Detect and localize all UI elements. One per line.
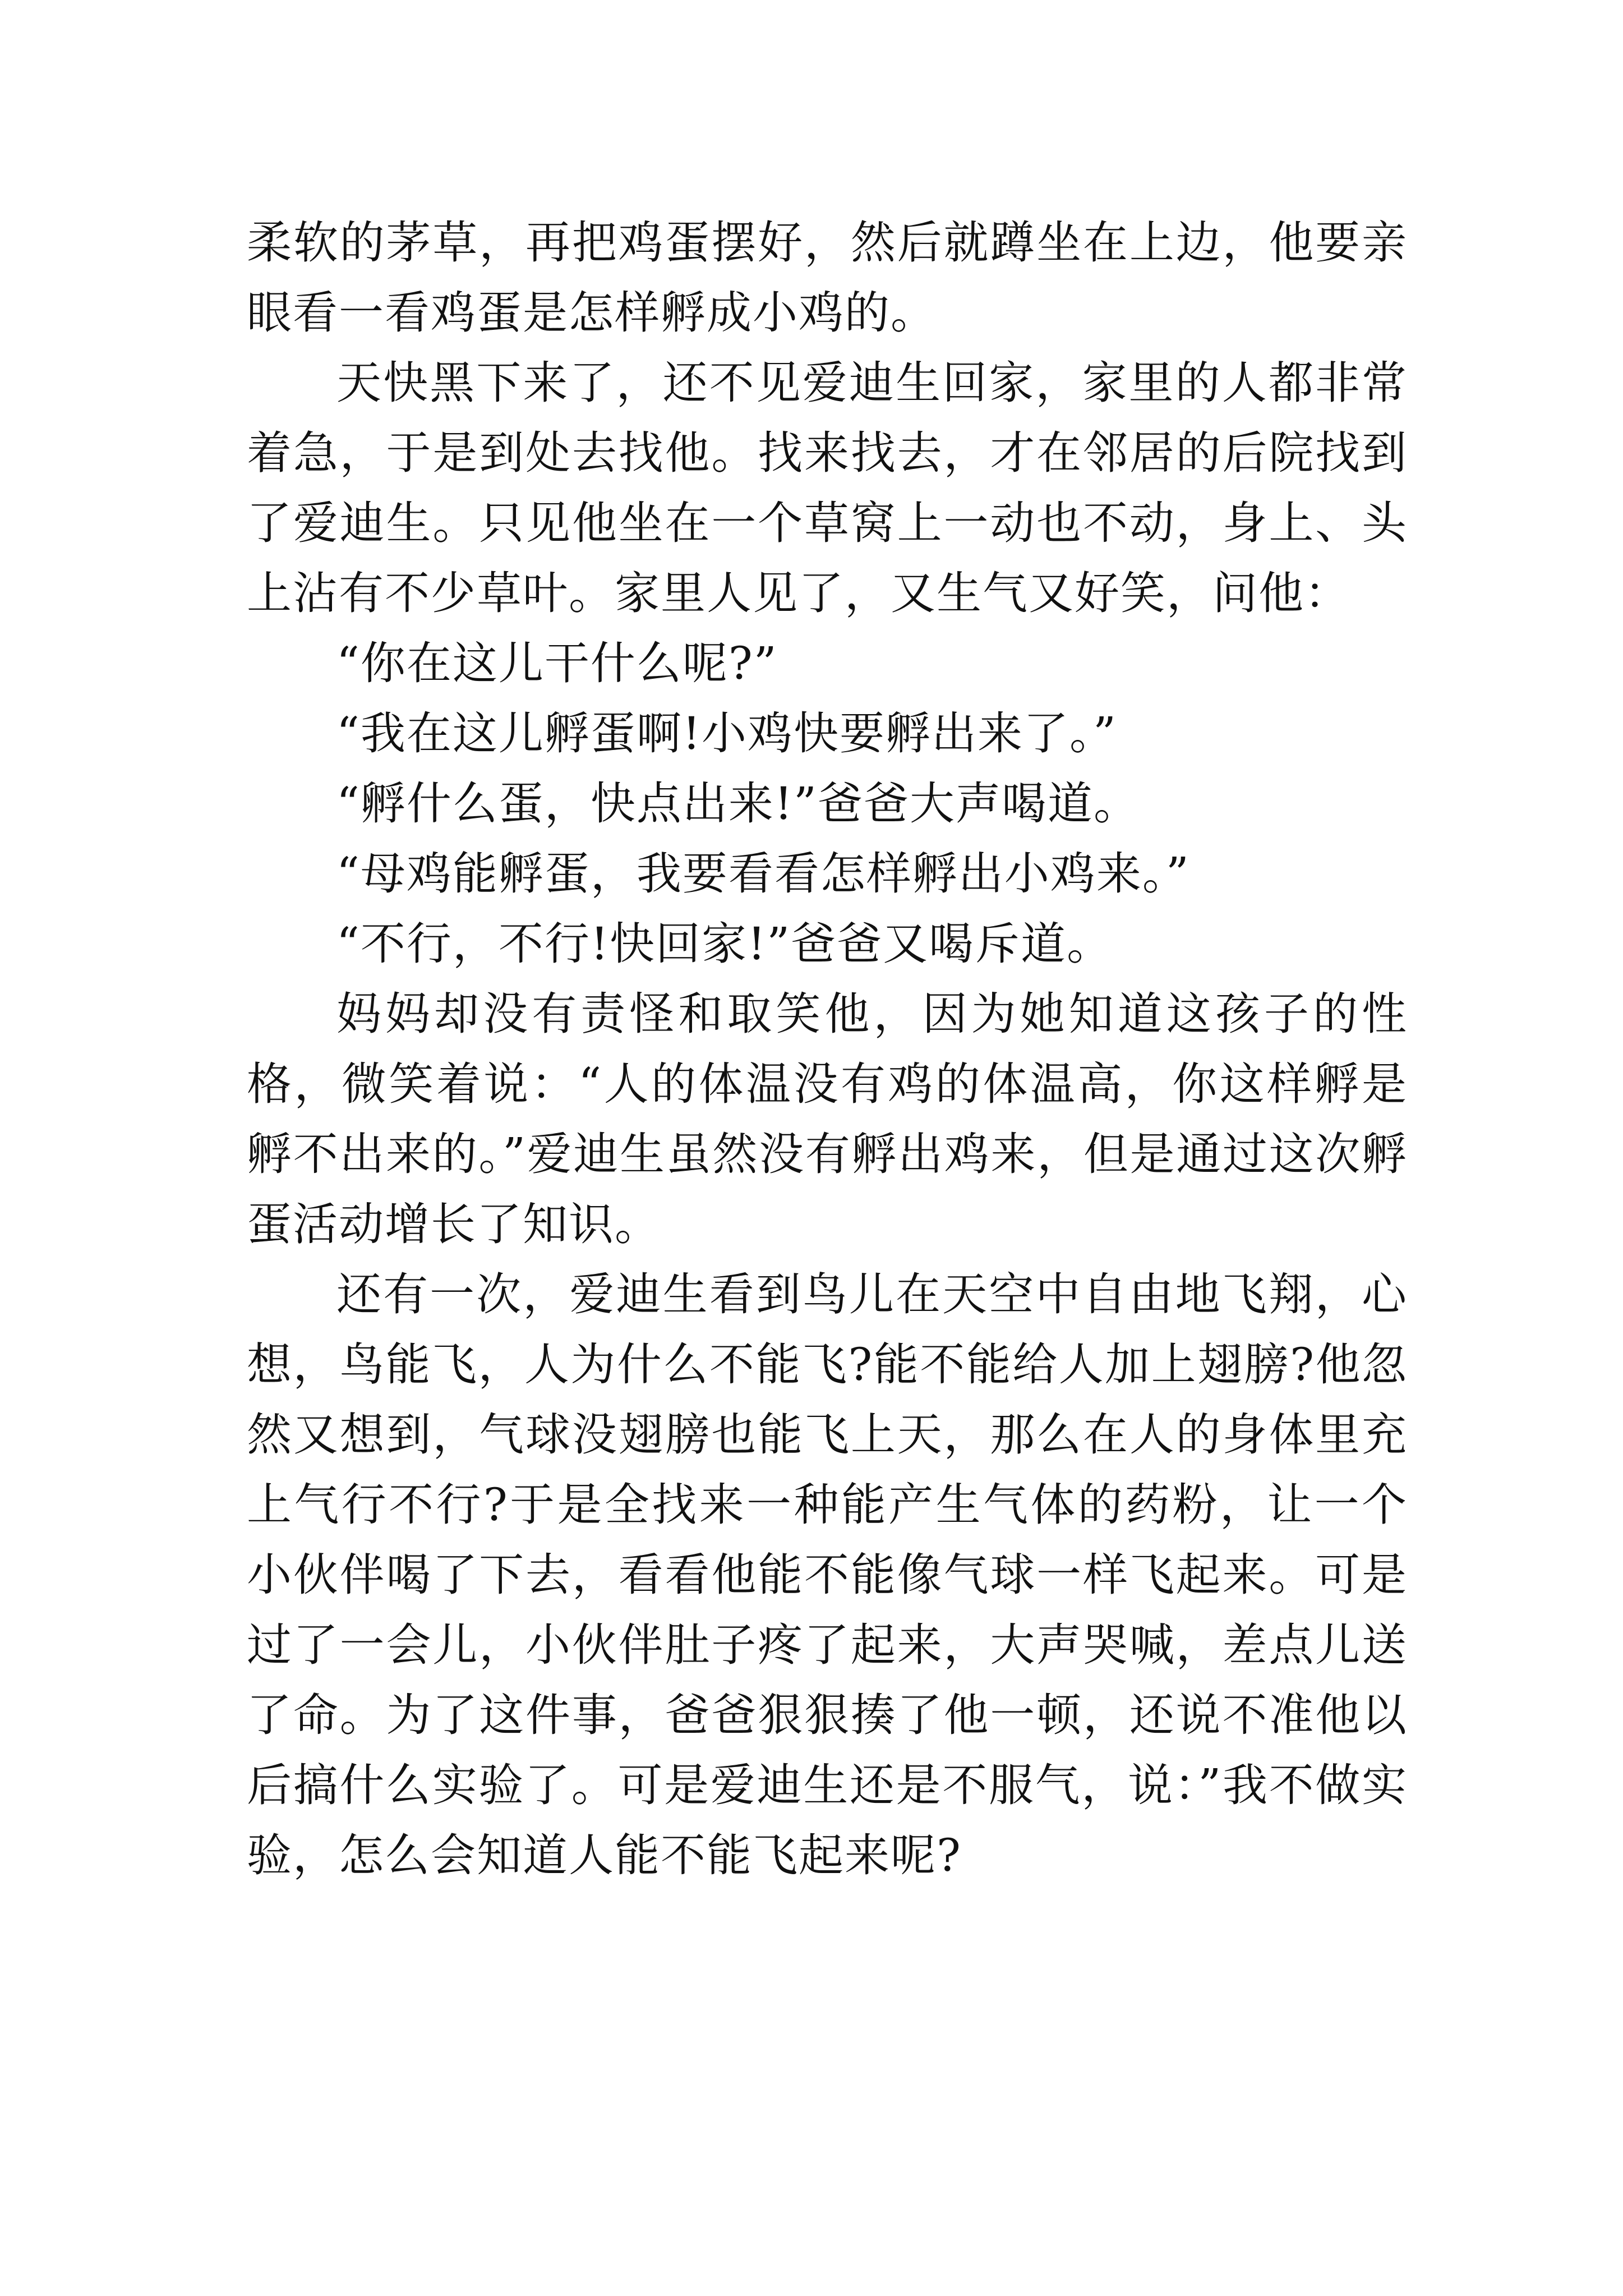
dialog-line: “我在这儿孵蛋啊!小鸡快要孵出来了。” <box>336 707 1117 760</box>
dialog-line: “母鸡能孵蛋，我要看看怎样孵出小鸡来。” <box>336 848 1190 900</box>
paragraph-mother: 妈妈却没有责怪和取笑他，因为她知道这孩子的性格，微笑着说：“人的体温没有鸡的体温高，你这样孵是孵不出来的。”爱迪生虽然没有孵出鸡来，但是通过这次孵蛋活动增长了知识。 <box>247 988 1408 1250</box>
paragraph-continued: 柔软的茅草，再把鸡蛋摆好，然后就蹲坐在上边，他要亲眼看一看鸡蛋是怎样孵成小鸡的。 <box>247 217 1408 339</box>
paragraph-search-for-edison: 天快黑下来了，还不见爱迪生回家，家里的人都非常着急，于是到处去找他。找来找去，才在邻居的后院找到了爱迪生。只见他坐在一个草窝上一动也不动，身上、头上沾有不少草叶。家里人见了，又生气又好笑，问他： <box>247 357 1408 619</box>
body-text <box>247 208 1408 1890</box>
paragraph-flying-experiment: 还有一次，爱迪生看到鸟儿在天空中自由地飞翔，心想，鸟能飞，人为什么不能飞?能不能给人加上翅膀?他忽然又想到，气球没翅膀也能飞上天，那么在人的身体里充上气行不行?于是全找来一种能产生气体的药粉，让一个小伙伴喝了下去，看看他能不能像气球一样飞起来。可是过了一会儿，小伙伴肚子疼了起来，大声哭喊，差点儿送了命。为了这件事，爸爸狠狠揍了他一顿，还说不准他以后搞什么实验了。可是爱迪生还是不服气，说：”我不做实验，怎么会知道人能不能飞起来呢? <box>247 1268 1408 1881</box>
dialog-line: “孵什么蛋，快点出来!”爸爸大声喝道。 <box>336 777 1140 830</box>
dialog-line: “你在这儿干什么呢?” <box>336 637 778 689</box>
dialog-line: “不行，不行!快回家!”爸爸又喝斥道。 <box>336 918 1113 970</box>
